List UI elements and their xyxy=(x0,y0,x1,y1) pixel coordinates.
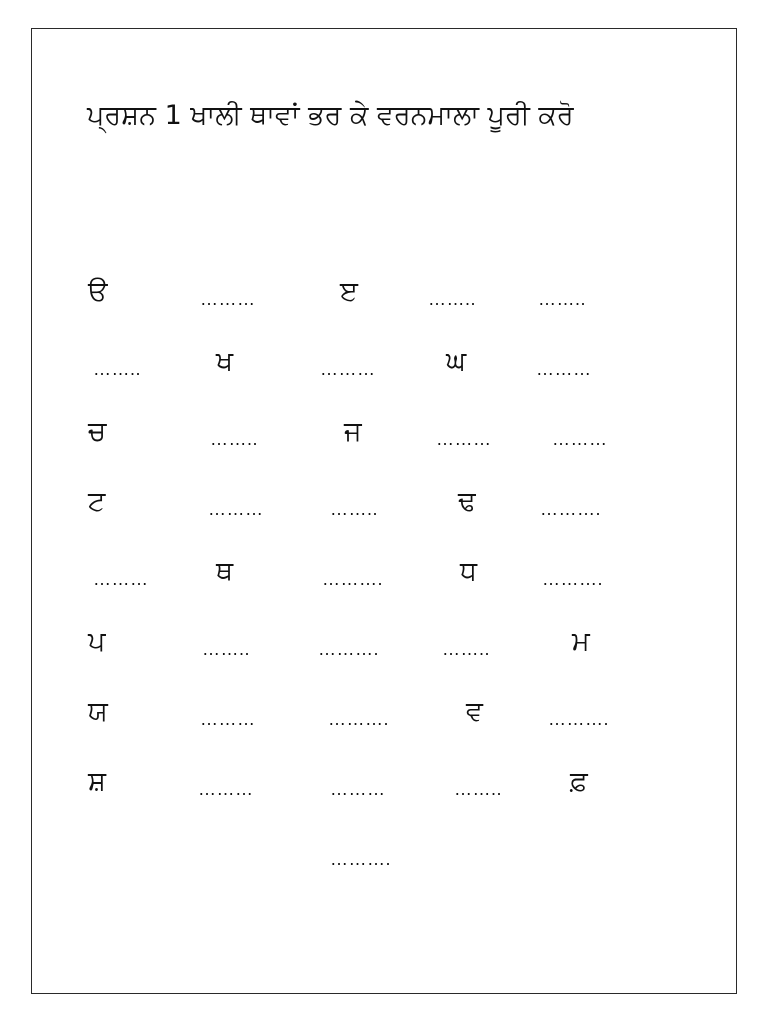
gurmukhi-letter: ਘ xyxy=(446,346,467,377)
gurmukhi-letter: ਮ xyxy=(572,626,590,657)
blank-space: …….. xyxy=(442,639,491,659)
blank-space: ……… xyxy=(536,359,592,379)
blank-space: …….. xyxy=(428,289,477,309)
blank-space: ……… xyxy=(200,709,256,729)
gurmukhi-letter: ਢ xyxy=(458,486,476,517)
gurmukhi-letter: ਜ xyxy=(344,416,362,447)
blank-space: ……… xyxy=(93,569,149,589)
gurmukhi-letter: ੲ xyxy=(340,276,358,307)
gurmukhi-letter: ਖ xyxy=(216,346,234,377)
blank-space: …….. xyxy=(210,429,259,449)
gurmukhi-letter: ਥ xyxy=(216,556,234,587)
blank-space: ……… xyxy=(320,359,376,379)
blank-space: ……… xyxy=(200,289,256,309)
blank-space: ……… xyxy=(208,499,264,519)
blank-space: …….. xyxy=(454,779,503,799)
blank-space: ………. xyxy=(548,709,610,729)
gurmukhi-letter: ਪ xyxy=(88,626,106,657)
gurmukhi-letter: ਟ xyxy=(88,486,106,517)
question-heading: ਪ੍ਰਸ਼ਨ 1 ਖਾਲੀ ਥਾਵਾਂ ਭਰ ਕੇ ਵਰਨਮਾਲਾ ਪੂਰੀ ਕਰੋ xyxy=(87,100,574,131)
gurmukhi-letter: ਵ xyxy=(466,696,483,727)
blank-space: …….. xyxy=(538,289,587,309)
gurmukhi-letter: ਸ਼ xyxy=(88,766,106,797)
gurmukhi-letter: ਫ਼ xyxy=(570,766,588,797)
blank-space: ………. xyxy=(322,569,384,589)
gurmukhi-letter: ਧ xyxy=(460,556,478,587)
blank-space: …….. xyxy=(330,499,379,519)
gurmukhi-letter: ਯ xyxy=(88,696,108,727)
blank-space: ………. xyxy=(542,569,604,589)
blank-space: ……… xyxy=(198,779,254,799)
blank-space: …….. xyxy=(202,639,251,659)
gurmukhi-letter: ੳ xyxy=(88,276,108,307)
blank-space: ………. xyxy=(330,849,392,869)
blank-space: ……… xyxy=(552,429,608,449)
blank-space: ……… xyxy=(436,429,492,449)
blank-space: ………. xyxy=(318,639,380,659)
blank-space: ………. xyxy=(328,709,390,729)
blank-space: ………. xyxy=(540,499,602,519)
blank-space: ……… xyxy=(330,779,386,799)
gurmukhi-letter: ਚ xyxy=(88,416,107,447)
blank-space: …….. xyxy=(93,359,142,379)
